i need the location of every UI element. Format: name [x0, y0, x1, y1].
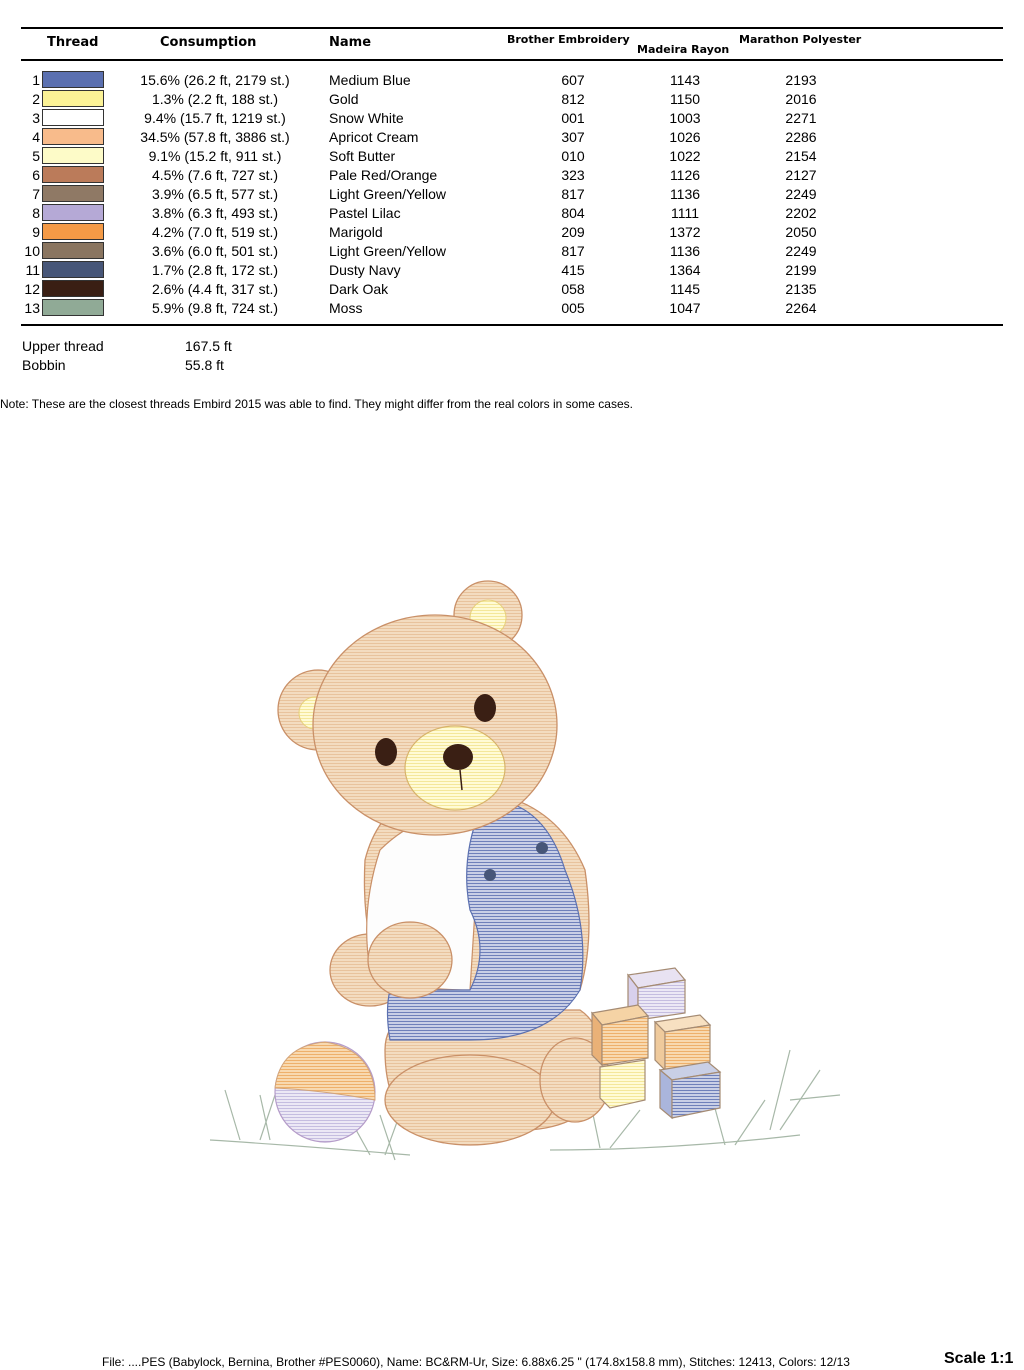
thread-name: Apricot Cream [329, 129, 419, 145]
thread-madeira-code: 1150 [669, 91, 701, 107]
thread-madeira-code: 1022 [669, 148, 701, 164]
thread-brother-code: 607 [561, 72, 585, 88]
table-row [0, 127, 1024, 146]
table-top-rule [21, 27, 1003, 29]
thread-brother-code: 812 [561, 91, 585, 107]
thread-number: 2 [32, 91, 40, 107]
thread-name: Soft Butter [329, 148, 396, 164]
thread-consumption: 9.4% (15.7 ft, 1219 st.) [144, 110, 286, 126]
thread-brother-code: 817 [561, 243, 585, 259]
thread-color-swatch [42, 71, 104, 88]
thread-consumption: 3.6% (6.0 ft, 501 st.) [151, 243, 279, 259]
thread-consumption: 3.8% (6.3 ft, 493 st.) [151, 205, 279, 221]
thread-number: 10 [24, 243, 40, 259]
thread-marathon-code: 2016 [785, 91, 817, 107]
thread-name: Moss [329, 300, 363, 316]
embroidery-design-preview [170, 570, 860, 1200]
thread-name: Pastel Lilac [329, 205, 401, 221]
table-header-rule [21, 59, 1003, 61]
table-row [0, 241, 1024, 260]
table-row [0, 203, 1024, 222]
thread-brother-code: 323 [561, 167, 585, 183]
thread-brother-code: 415 [561, 262, 585, 278]
thread-consumption: 1.7% (2.8 ft, 172 st.) [151, 262, 279, 278]
thread-madeira-code: 1136 [669, 243, 701, 259]
thread-consumption: 34.5% (57.8 ft, 3886 st.) [140, 129, 290, 145]
header-name: Name [329, 35, 372, 50]
thread-color-swatch [42, 242, 104, 259]
thread-name: Dusty Navy [329, 262, 401, 278]
thread-marathon-code: 2286 [785, 129, 817, 145]
thread-madeira-code: 1111 [670, 205, 700, 221]
thread-consumption: 4.2% (7.0 ft, 519 st.) [151, 224, 279, 240]
thread-madeira-code: 1047 [669, 300, 701, 316]
thread-brother-code: 804 [561, 205, 585, 221]
thread-brother-code: 817 [561, 186, 585, 202]
thread-madeira-code: 1003 [669, 110, 701, 126]
header-madeira-rayon: Madeira Rayon [637, 43, 730, 56]
file-info-footer: File: ....PES (Babylock, Bernina, Brother #PES0060), Name: BC&RM-Ur, Size: 6.88x6.25 " (174.8x158.8 mm), Stitches: 12413, Colors: 12/13 [102, 1355, 850, 1369]
table-row [0, 298, 1024, 317]
thread-marathon-code: 2135 [785, 281, 817, 297]
thread-name: Medium Blue [329, 72, 411, 88]
bear-head [278, 581, 557, 835]
thread-color-swatch [42, 223, 104, 240]
thread-color-swatch [42, 128, 104, 145]
thread-number: 3 [32, 110, 40, 126]
thread-number: 5 [32, 148, 40, 164]
thread-number: 13 [24, 300, 40, 316]
thread-brother-code: 005 [561, 300, 585, 316]
header-consumption: Consumption [160, 35, 257, 50]
thread-name: Dark Oak [329, 281, 389, 297]
thread-color-swatch [42, 90, 104, 107]
thread-marathon-code: 2127 [785, 167, 817, 183]
thread-name: Light Green/Yellow [329, 243, 447, 259]
bobbin-label: Bobbin [22, 357, 66, 373]
table-bottom-rule [21, 324, 1003, 326]
thread-marathon-code: 2202 [785, 205, 817, 221]
thread-name: Gold [329, 91, 359, 107]
table-row [0, 279, 1024, 298]
table-row [0, 260, 1024, 279]
note-text: Note: These are the closest threads Embird 2015 was able to find. They might differ from the real colors in some cases. [0, 397, 633, 411]
thread-marathon-code: 2193 [785, 72, 817, 88]
thread-consumption: 3.9% (6.5 ft, 577 st.) [151, 186, 279, 202]
thread-brother-code: 001 [561, 110, 585, 126]
scale-label: Scale 1:1 [944, 1350, 1014, 1367]
thread-madeira-code: 1364 [669, 262, 701, 278]
thread-number: 1 [32, 72, 40, 88]
table-row [0, 146, 1024, 165]
thread-madeira-code: 1026 [669, 129, 701, 145]
thread-brother-code: 209 [561, 224, 585, 240]
thread-brother-code: 307 [561, 129, 585, 145]
table-row [0, 108, 1024, 127]
thread-madeira-code: 1145 [669, 281, 701, 297]
thread-consumption: 2.6% (4.4 ft, 317 st.) [151, 281, 279, 297]
upper-thread-value: 167.5 ft [185, 338, 232, 354]
thread-color-swatch [42, 185, 104, 202]
thread-madeira-code: 1143 [669, 72, 701, 88]
header-marathon-polyester: Marathon Polyester [739, 33, 862, 46]
thread-color-swatch [42, 204, 104, 221]
thread-madeira-code: 1372 [669, 224, 701, 240]
toy-blocks [592, 968, 720, 1118]
thread-marathon-code: 2050 [785, 224, 817, 240]
ball [275, 1042, 375, 1142]
header-brother-embroidery: Brother Embroidery [507, 33, 630, 46]
thread-color-swatch [42, 299, 104, 316]
thread-number: 6 [32, 167, 40, 183]
thread-number: 9 [32, 224, 40, 240]
table-row [0, 89, 1024, 108]
thread-consumption: 4.5% (7.6 ft, 727 st.) [151, 167, 279, 183]
table-row [0, 70, 1024, 89]
thread-consumption: 15.6% (26.2 ft, 2179 st.) [140, 72, 290, 88]
thread-marathon-code: 2199 [785, 262, 817, 278]
thread-name: Light Green/Yellow [329, 186, 447, 202]
thread-marathon-code: 2154 [785, 148, 817, 164]
table-row [0, 222, 1024, 241]
thread-name: Snow White [329, 110, 404, 126]
thread-consumption: 9.1% (15.2 ft, 911 st.) [148, 148, 282, 164]
thread-name: Marigold [329, 224, 383, 240]
table-row [0, 184, 1024, 203]
thread-color-swatch [42, 147, 104, 164]
header-thread: Thread [47, 35, 99, 50]
thread-brother-code: 058 [561, 281, 585, 297]
thread-madeira-code: 1136 [669, 186, 701, 202]
thread-consumption: 5.9% (9.8 ft, 724 st.) [151, 300, 279, 316]
thread-number: 12 [24, 281, 40, 297]
thread-color-swatch [42, 261, 104, 278]
thread-color-swatch [42, 166, 104, 183]
thread-number: 8 [32, 205, 40, 221]
thread-number: 11 [25, 262, 40, 278]
thread-brother-code: 010 [561, 148, 585, 164]
thread-name: Pale Red/Orange [329, 167, 438, 183]
table-row [0, 165, 1024, 184]
thread-marathon-code: 2271 [785, 110, 817, 126]
bobbin-value: 55.8 ft [185, 357, 224, 373]
thread-marathon-code: 2249 [785, 186, 817, 202]
thread-madeira-code: 1126 [669, 167, 701, 183]
thread-number: 7 [32, 186, 40, 202]
upper-thread-label: Upper thread [22, 338, 104, 354]
thread-marathon-code: 2249 [785, 243, 817, 259]
thread-consumption: 1.3% (2.2 ft, 188 st.) [151, 91, 279, 107]
thread-number: 4 [32, 129, 40, 145]
thread-marathon-code: 2264 [785, 300, 817, 316]
thread-color-swatch [42, 280, 104, 297]
thread-color-swatch [42, 109, 104, 126]
